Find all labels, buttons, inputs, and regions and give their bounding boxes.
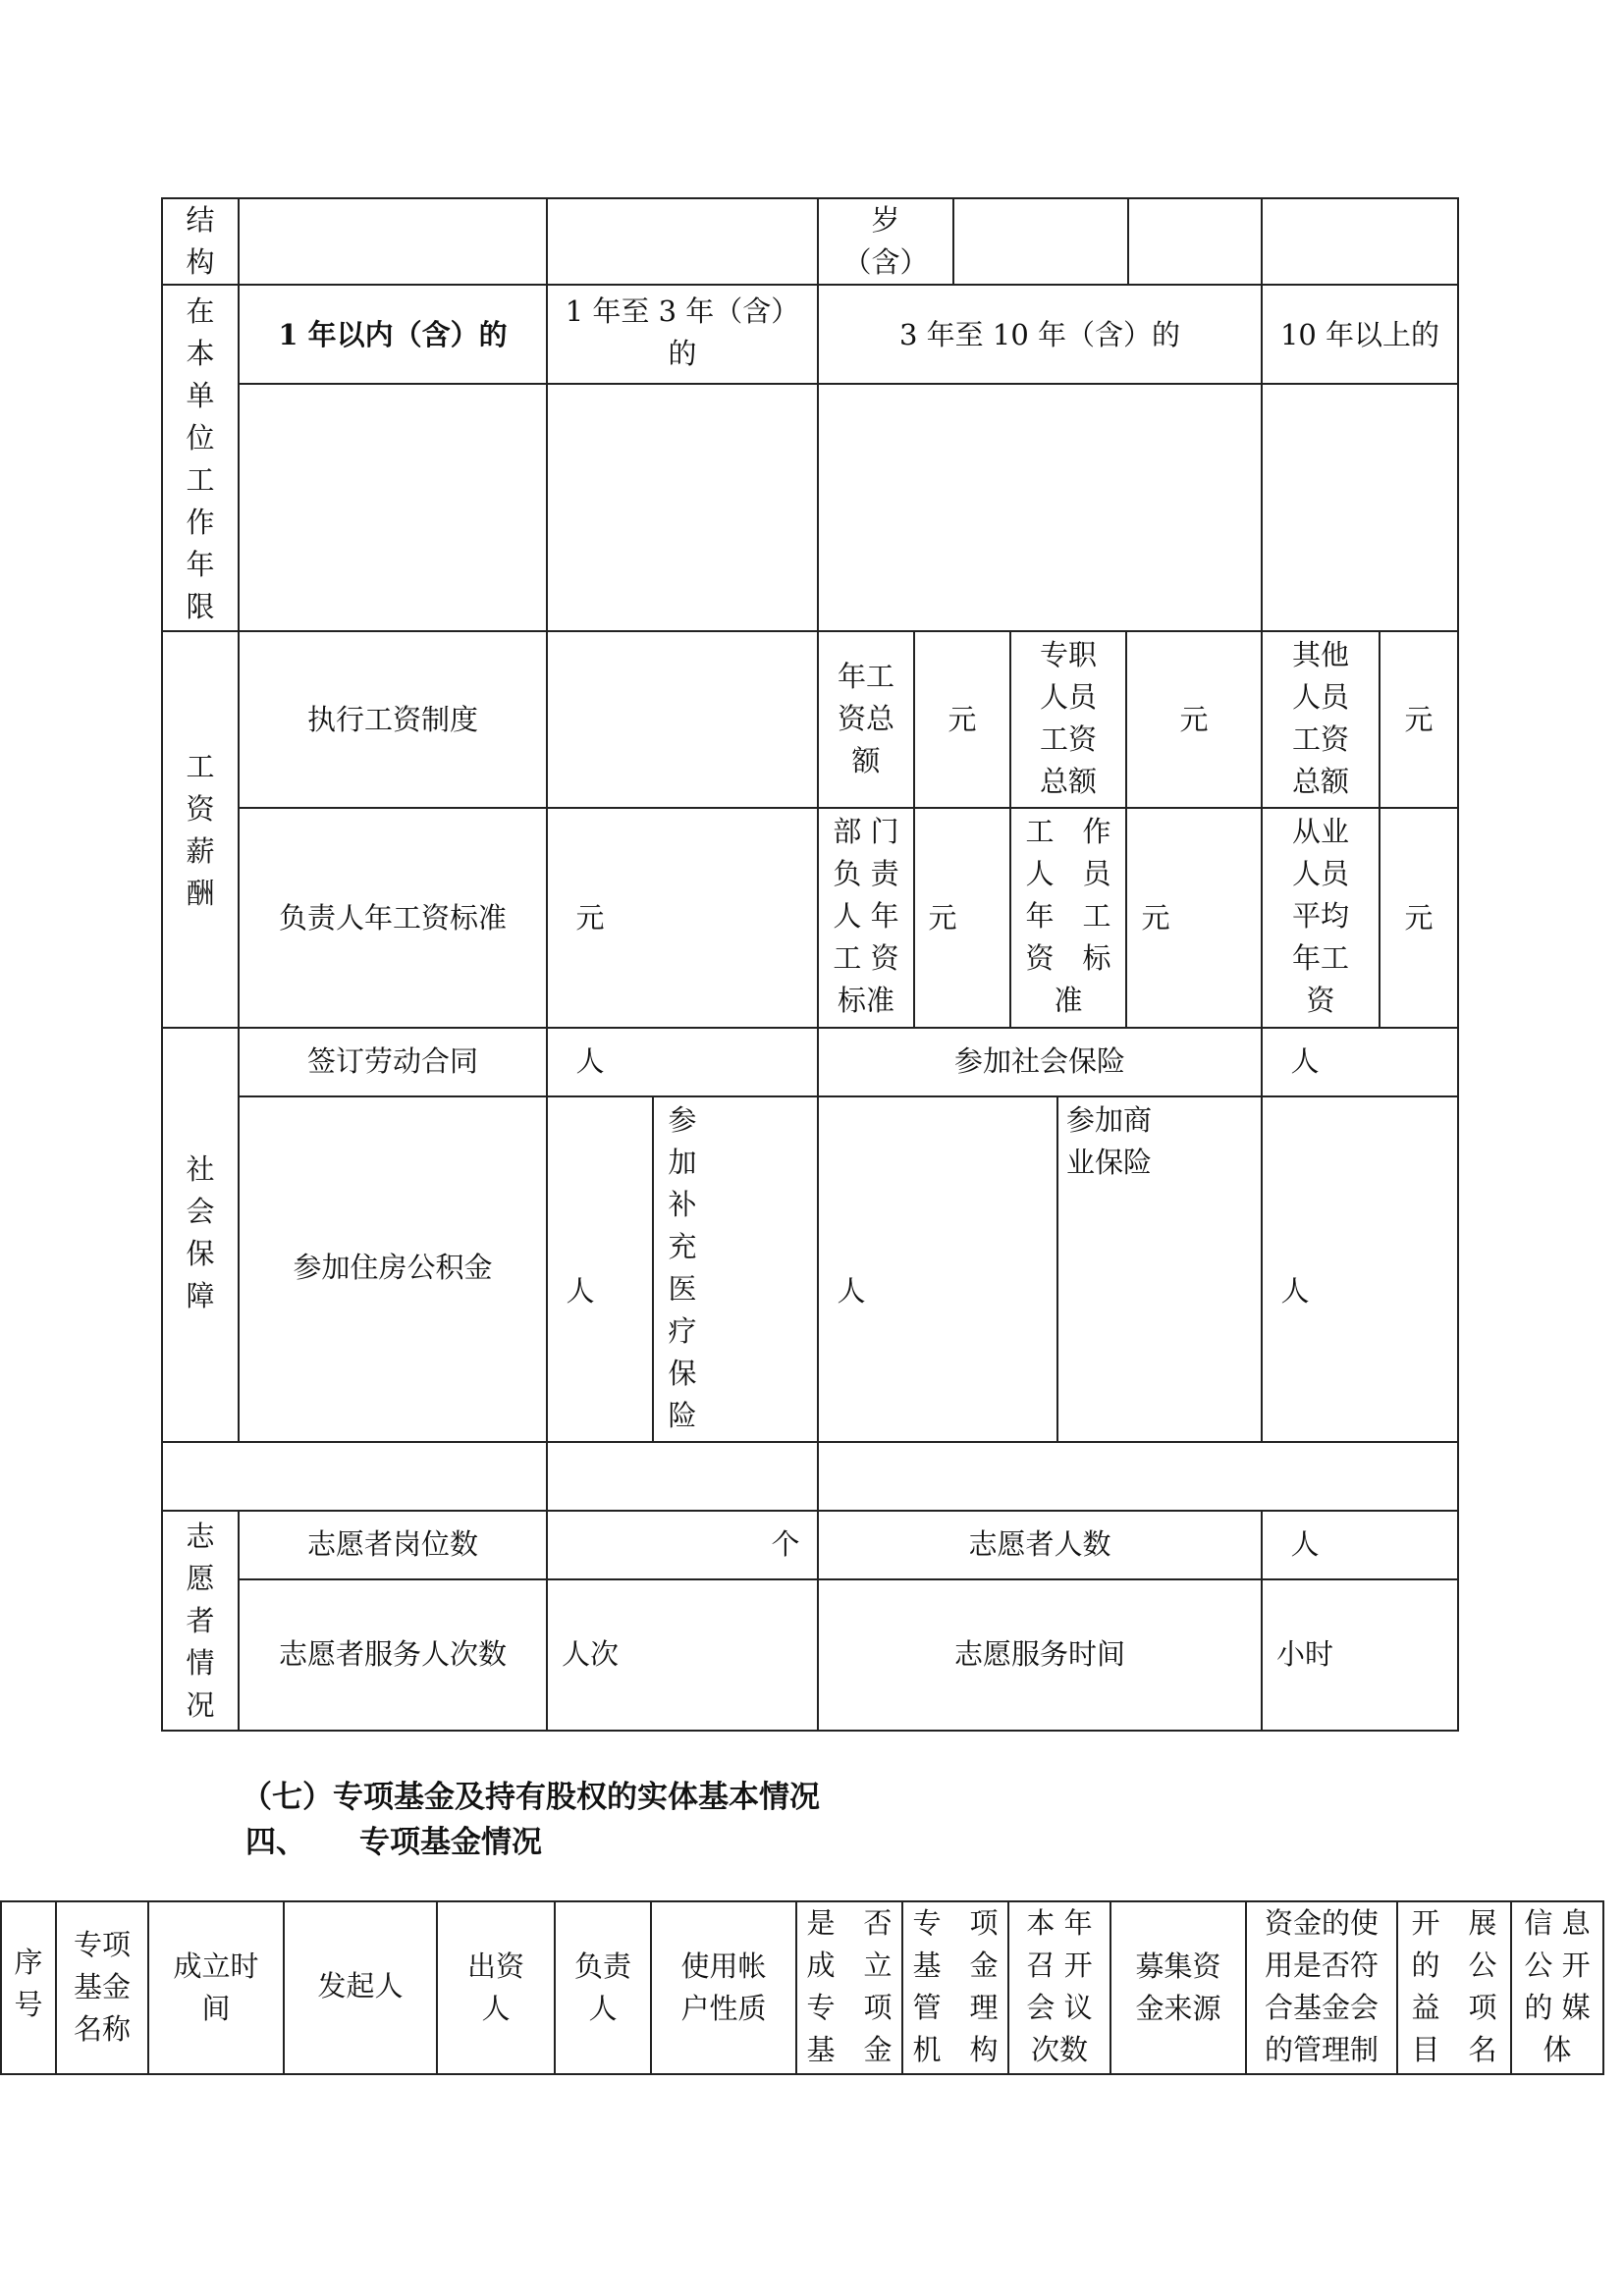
fulltime-total-label: 专职 人员 工资 总额	[1039, 638, 1097, 798]
header-disclosure-media: 信 息 公 开 的 媒 体	[1524, 1906, 1591, 2066]
header-meetings-held: 本 年 召 开 会 议 次数	[1026, 1906, 1093, 2066]
dept-leader-std-label: 部 门 负 责 人 年 工 资 标准	[833, 815, 899, 1017]
unit-yuan: 元	[1141, 901, 1170, 934]
cell	[817, 1095, 1058, 1443]
tenure-1-3y: 1 年至 3 年（含） 的	[565, 294, 800, 370]
age-cell-label: 岁 （含）	[842, 203, 929, 279]
staff-salary-std-label: 工 作 人 员 年 工 资 标 准	[1025, 815, 1111, 1017]
unit-person: 人	[1290, 1044, 1320, 1078]
unit-hours: 小时	[1276, 1637, 1334, 1671]
unit-yuan: 元	[947, 703, 977, 736]
cell	[1261, 383, 1459, 632]
cell	[546, 1095, 654, 1443]
header-investor: 出资 人	[466, 1949, 524, 2025]
cell	[238, 383, 548, 632]
header-fund-mgmt-body: 专 项 基 金 管 理 机 构	[912, 1906, 999, 2066]
unit-yuan: 元	[1404, 901, 1434, 934]
unit-person: 人	[575, 1044, 605, 1078]
volunteer-service-times-label: 志愿者服务人次数	[278, 1637, 507, 1671]
tenure-over-10y: 10 年以上的	[1279, 318, 1440, 351]
unit-person: 人	[1280, 1274, 1310, 1308]
cell	[817, 1441, 1459, 1512]
header-established: 成立时 间	[173, 1949, 259, 2025]
housing-fund-label: 参加住房公积金	[293, 1251, 493, 1284]
cell	[161, 1441, 548, 1512]
cell	[1261, 1095, 1459, 1443]
tenure-label: 在 本 单 位 工 作 年 限	[186, 294, 215, 623]
cell	[546, 383, 819, 632]
unit-person-times: 人次	[562, 1637, 620, 1671]
salary-label: 工 资 薪 酬	[186, 750, 215, 910]
cell	[817, 383, 1263, 632]
unit-yuan: 元	[575, 901, 605, 934]
other-total-label: 其他 人员 工资 总额	[1291, 638, 1349, 798]
social-label: 社 会 保 障	[186, 1152, 215, 1312]
employee-avg-salary-label: 从业 人员 平均 年工 资	[1291, 815, 1349, 1017]
cell	[238, 197, 548, 286]
volunteer-label: 志 愿 者 情 况	[186, 1520, 215, 1722]
volunteer-count-label: 志愿者人数	[968, 1527, 1111, 1561]
social-insurance-label: 参加社会保险	[953, 1044, 1125, 1078]
cell	[1127, 197, 1263, 286]
leader-salary-std-label: 负责人年工资标准	[278, 901, 507, 934]
struct-label: 结 构	[186, 203, 215, 279]
header-fund-name: 专项 基金 名称	[73, 1928, 131, 2046]
unit-person: 人	[566, 1274, 595, 1308]
cell	[546, 630, 819, 809]
header-account-type: 使用帐 户性质	[680, 1949, 767, 2025]
unit-yuan: 元	[1404, 703, 1434, 736]
annual-total-label: 年工 资总 额	[837, 660, 894, 777]
section7-heading: （七）专项基金及持有股权的实体基本情况	[242, 1780, 820, 1815]
labor-contract-label: 签订劳动合同	[306, 1044, 478, 1078]
unit-person: 人	[1290, 1527, 1320, 1561]
header-serial-no: 序 号	[14, 1946, 43, 2021]
header-is-special-fund: 是 否 成 立 专 项 基 金	[806, 1906, 893, 2066]
tenure-under-1y: 1 年以内（含）的	[278, 318, 508, 351]
cell	[546, 1441, 819, 1512]
volunteer-service-hours-label: 志愿服务时间	[953, 1637, 1125, 1671]
header-compliance: 资金的使 用是否符 合基金会 的管理制	[1264, 1906, 1379, 2066]
volunteer-posts-label: 志愿者岗位数	[306, 1527, 478, 1561]
salary-system-label: 执行工资制度	[306, 703, 478, 736]
cell	[546, 197, 819, 286]
header-person-in-charge: 负责 人	[573, 1949, 631, 2025]
cell	[952, 197, 1129, 286]
section4-title: 专项基金情况	[359, 1825, 542, 1860]
unit-yuan: 元	[1179, 703, 1209, 736]
supp-medical-label: 参 加 补 充 医 疗 保 险	[668, 1103, 697, 1432]
header-fund-source: 募集资 金来源	[1135, 1949, 1221, 2025]
unit-person: 人	[837, 1274, 866, 1308]
unit-count: 个	[771, 1527, 800, 1561]
header-initiator: 发起人	[317, 1969, 404, 2002]
section4-number: 四、	[245, 1825, 306, 1860]
cell	[1261, 197, 1459, 286]
unit-yuan: 元	[928, 901, 957, 934]
header-public-projects: 开 展 的 公 益 项 目 名	[1411, 1906, 1497, 2066]
tenure-3-10y: 3 年至 10 年（含）的	[898, 318, 1180, 351]
commercial-insurance-label: 参加商 业保险	[1066, 1103, 1153, 1179]
